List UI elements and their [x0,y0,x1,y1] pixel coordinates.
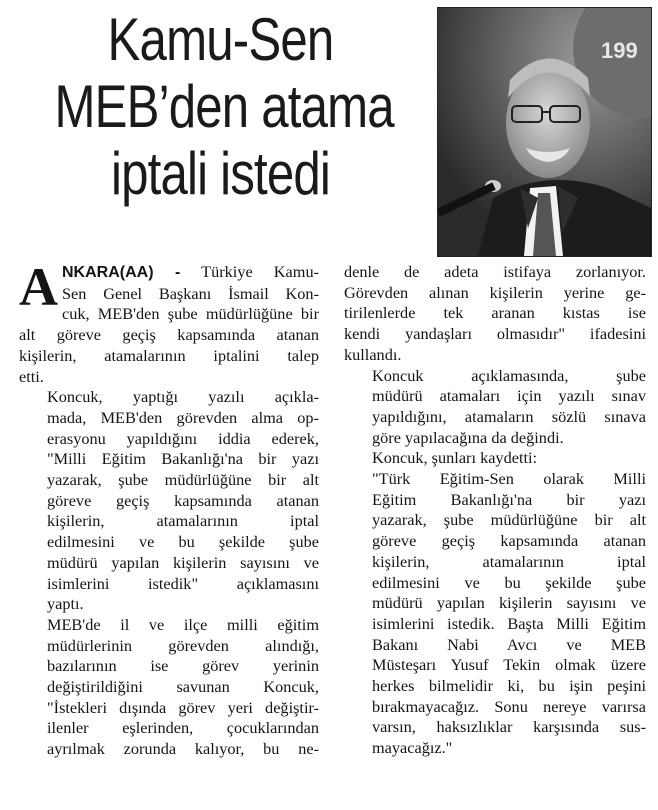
article-paragraph-6: Koncuk, şunları kaydetti: [372,448,538,468]
dateline: NKARA(AA) - [62,264,181,281]
article-paragraph-1: A NKARA(AA) - Türkiye Kamu- Sen Genel Başkanı İsmail Kon- cuk, MEB'den şube müdürlüğüne bir alt göreve geçiş kapsamında atanan kişilerin, atamalarının iptalini talep etti. [19,257,320,386]
headline-line-2: MEB’den atama [54,73,394,140]
headline-line-3: iptali istedi [110,140,331,207]
article-paragraph-2: Koncuk, yaptığı yazılı açıkla- mada, MEB'den görevden alma op- erasyonu yapıldığını iddia ederek, "Milli Eğitim Bakanlığı'na bir yazı yazarak, şube müdürlüğüne bir alt göreve geçiş kapsamında atanan kişilerin, atamalarının iptal edilmesini ve bu şekilde şube müdürü yapılan kişilerin sayısını ve isimlerini istedik" açıklamasını yaptı. [47,387,319,614]
headline-line-1: Kamu-Sen [107,6,334,73]
drop-cap: A [19,257,58,317]
article-right-column [344,262,646,759]
article-paragraph-3: MEB'de il ve ilçe milli eğitim müdürlerinin görevden alındığı, bazılarının ise görev yerinin değiştirildiğini savunan Koncuk, "İstekleri dışında görev yeri değiştir- ilenler eşlerinden, çocuklarından ayrılmak zorunda kalıyor, bu ne- [47,614,319,759]
portrait-photo [437,7,652,257]
background-sign-text: 199 [601,38,638,63]
article-paragraph-5: Koncuk açıklamasında, şube müdürü atamaları için yazılı sınav yapıldığını, atamaların sözlü sınava göre yapılacağına da değindi. [372,365,646,447]
headline [54,6,394,207]
article-left-column [19,257,320,760]
article-paragraph-7: "Türk Eğitim-Sen olarak Milli Eğitim Bakanlığı'na bir yazı yazarak, şube müdürlüğüne bir alt göreve geçiş kapsamında atanan kişilerin, atamalarının iptal edilmesini ve bu şekilde şube müdürü yapılan kişilerin sayısını ve isimlerini istedik. Başta Milli Eğitim Bakanı Nabi Avcı ve MEB Müsteşarı Yusuf Tekin olmak üzere herkes bilmelidir ki, bu işin peşini bırakmayacağız. Sonu nereye varırsa varsın, haksızlıklar karşısında sus- mayacağız." [372,469,646,758]
article-paragraph-4: denle de adeta istifaya zorlanıyor. Görevden alınan kişilerin yerine ge- tirilenlerde tek aranan kıstas ise kendi yandaşları olmasıdır" ifadesini kullandı. [344,262,646,364]
portrait-illustration [438,8,651,256]
